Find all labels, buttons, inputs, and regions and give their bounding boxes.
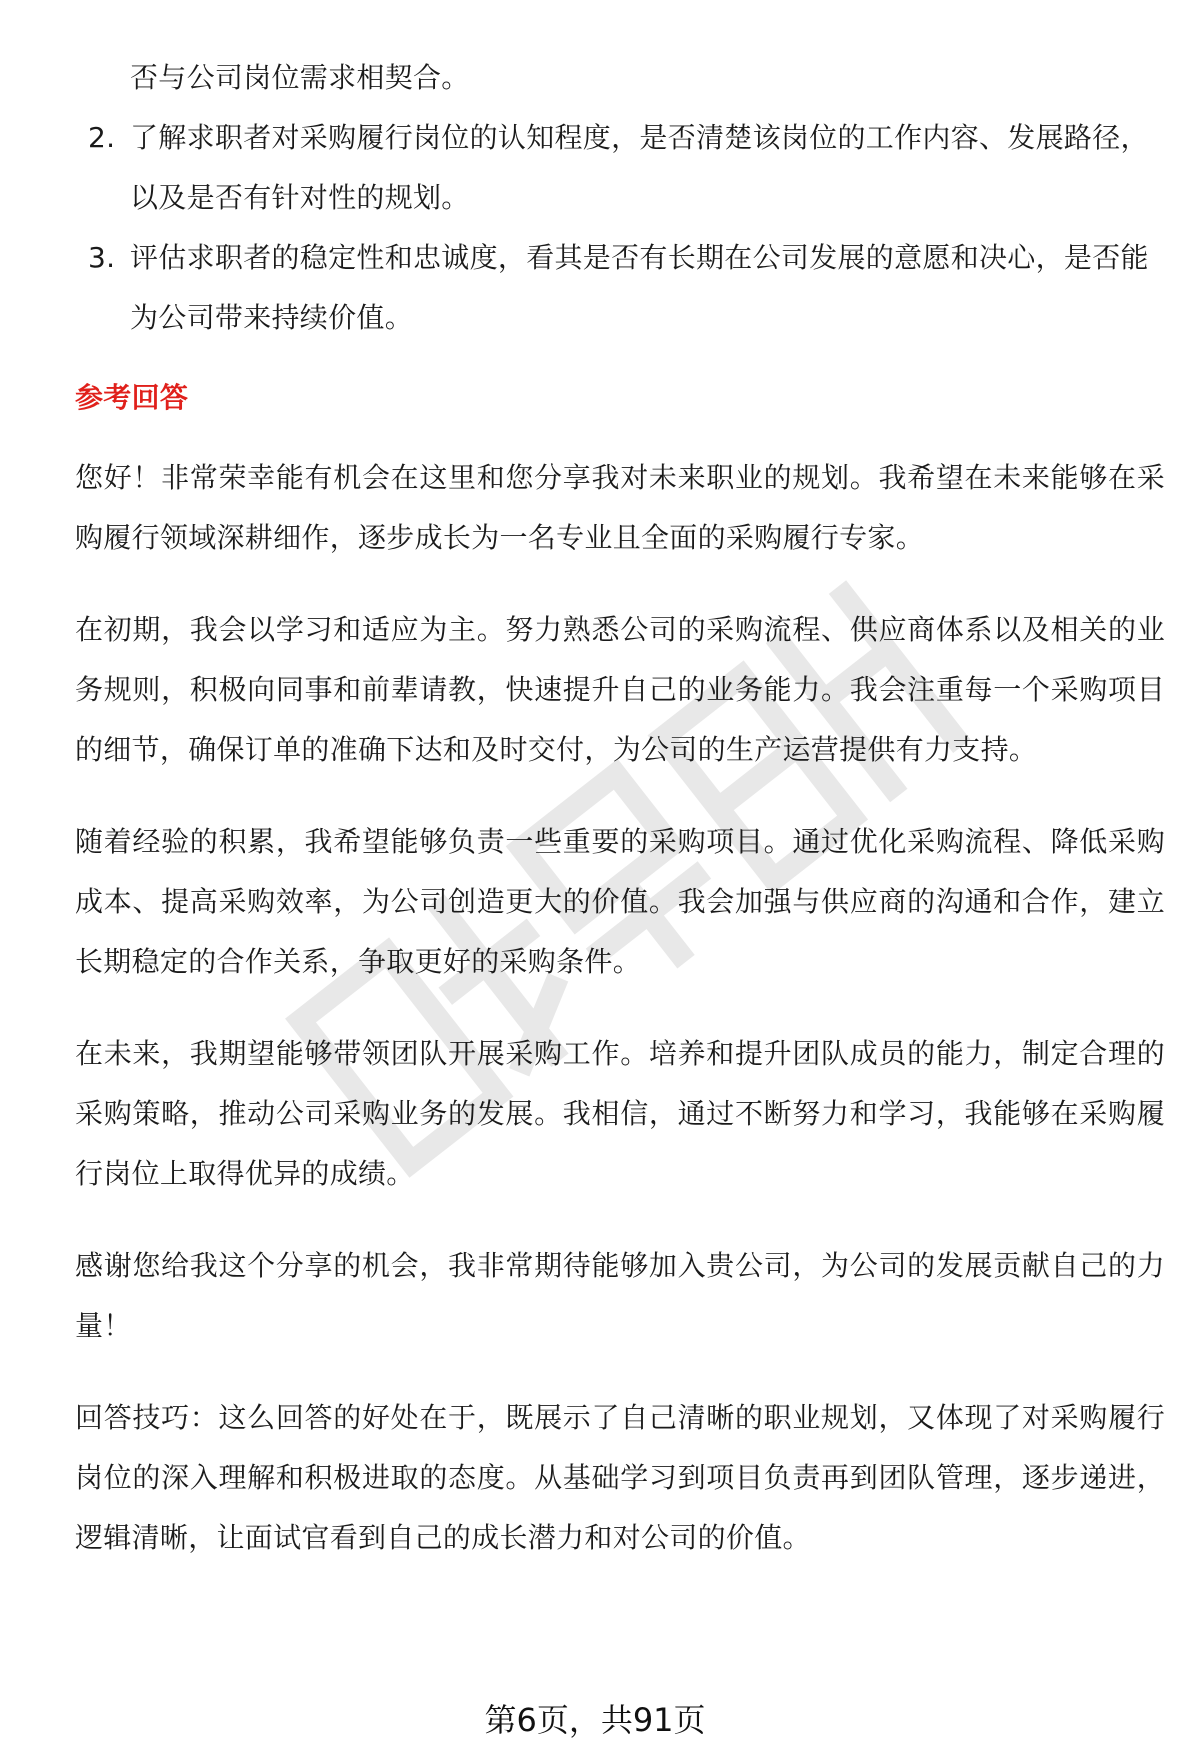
continuation-line: 否与公司岗位需求相契合。 [130, 61, 470, 94]
answer-paragraph: 在初期，我会以学习和适应为主。努力熟悉公司的采购流程、供应商体系以及相关的业务规则，积极向同事和前辈请教，快速提升自己的业务能力。我会注重每一个采购项目的细节，确保订单的准确下达和及时交付，为公司的生产运营提供有力支持。 [75, 613, 1165, 766]
document-body [75, 48, 1165, 1568]
list-item-text: 评估求职者的稳定性和忠诚度，看其是否有长期在公司发展的意愿和决心，是否能为公司带来持续价值。 [130, 241, 1149, 334]
list-item-text: 了解求职者对采购履行岗位的认知程度，是否清楚该岗位的工作内容、发展路径，以及是否有针对性的规划。 [130, 121, 1149, 214]
answer-tip: 回答技巧：这么回答的好处在于，既展示了自己清晰的职业规划，又体现了对采购履行岗位的深入理解和积极进取的态度。从基础学习到项目负责再到团队管理，逐步递进，逻辑清晰，让面试官看到自己的成长潜力和对公司的价值。 [75, 1401, 1165, 1554]
assessment-points-list [75, 108, 1165, 348]
list-number: 2. [88, 121, 116, 154]
answer-paragraph: 您好！非常荣幸能有机会在这里和您分享我对未来职业的规划。我希望在未来能够在采购履行领域深耕细作，逐步成长为一名专业且全面的采购履行专家。 [75, 461, 1165, 554]
page-number-footer: 第6页，共91页 [484, 1701, 706, 1739]
list-item [75, 228, 1165, 348]
answer-paragraph: 感谢您给我这个分享的机会，我非常期待能够加入贵公司，为公司的发展贡献自己的力量！ [75, 1249, 1165, 1342]
list-item [75, 108, 1165, 228]
answer-paragraph: 在未来，我期望能够带领团队开展采购工作。培养和提升团队成员的能力，制定合理的采购策略，推动公司采购业务的发展。我相信，通过不断努力和学习，我能够在采购履行岗位上取得优异的成绩。 [75, 1037, 1165, 1190]
reference-answer-heading: 参考回答 [75, 381, 189, 414]
answer-paragraph: 随着经验的积累，我希望能够负责一些重要的采购项目。通过优化采购流程、降低采购成本、提高采购效率，为公司创造更大的价值。我会加强与供应商的沟通和合作，建立长期稳定的合作关系，争取更好的采购条件。 [75, 825, 1165, 978]
list-number: 3. [88, 241, 116, 274]
